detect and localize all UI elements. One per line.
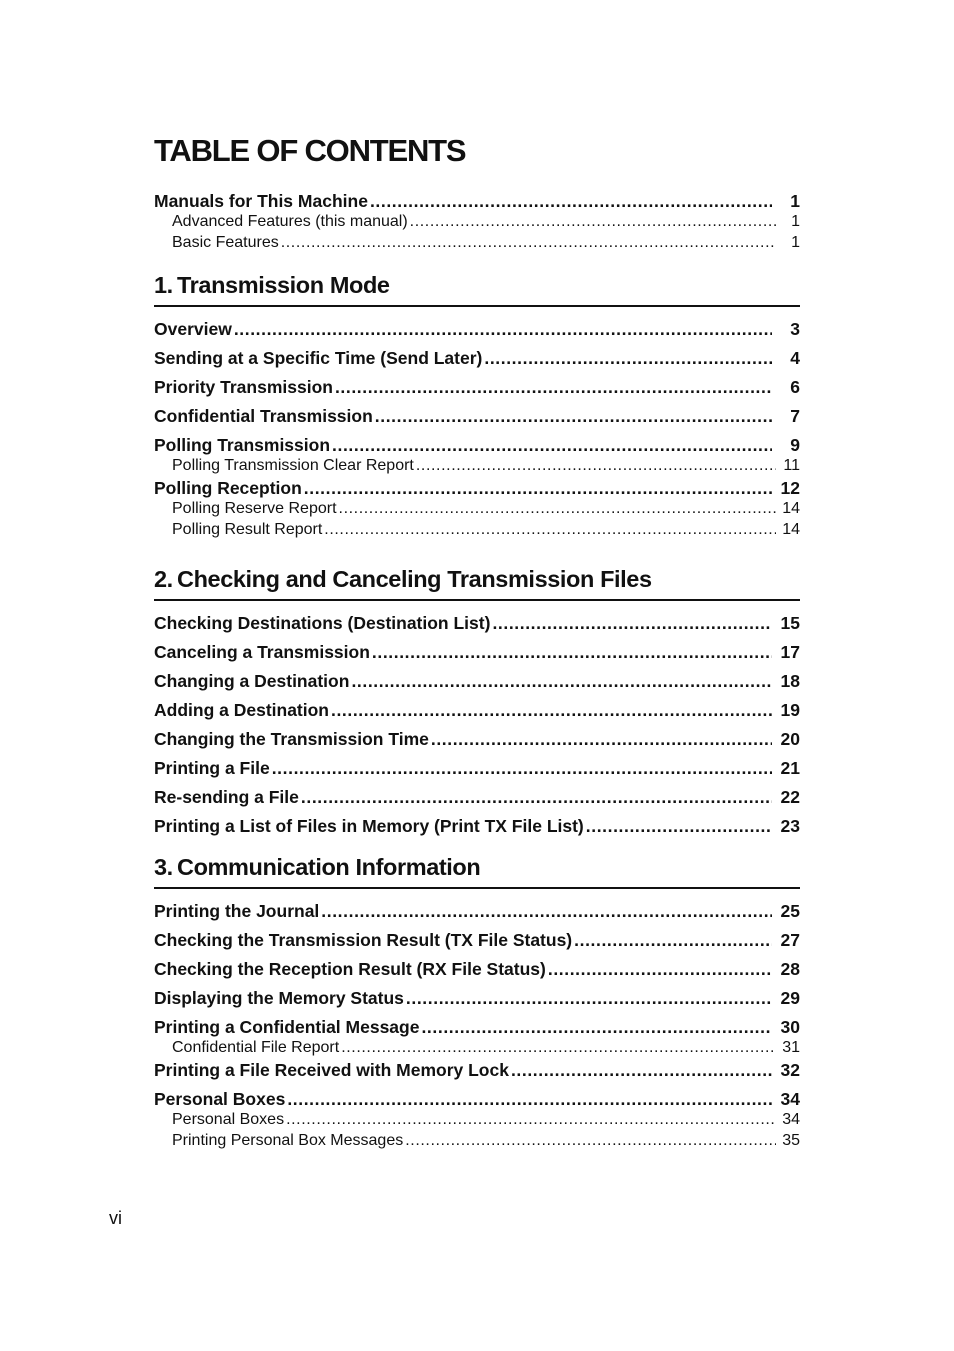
- dot-leader: [335, 376, 772, 398]
- entry-page-number: 7: [790, 406, 800, 426]
- toc-entry[interactable]: [154, 699, 800, 728]
- entry-label: Adding a Destination: [154, 700, 329, 720]
- toc-entry[interactable]: [154, 376, 800, 405]
- entry-label: Checking the Reception Result (RX File Status): [154, 959, 546, 979]
- dot-leader: [406, 987, 772, 1009]
- entry-page-number: 11: [783, 457, 800, 474]
- dot-leader: [511, 1059, 772, 1081]
- toc-subentry[interactable]: [154, 520, 800, 541]
- entry-label: Manuals for This Machine: [154, 191, 368, 211]
- entry-label: Polling Result Report: [172, 521, 323, 538]
- chapter-entries: [154, 318, 800, 541]
- dot-leader: [416, 456, 776, 476]
- dot-leader: [405, 1131, 776, 1151]
- entry-label: Printing the Journal: [154, 901, 320, 921]
- entry-page-number: 20: [780, 729, 800, 749]
- chapter-1-section: [154, 272, 800, 541]
- toc-subentry[interactable]: [154, 233, 800, 254]
- toc-subentry[interactable]: [154, 1038, 800, 1059]
- dot-leader: [431, 728, 772, 750]
- entry-label: Printing a List of Files in Memory (Print TX File List): [154, 816, 584, 836]
- toc-entry[interactable]: [154, 670, 800, 699]
- entry-page-number: 14: [782, 521, 800, 538]
- entry-label: Checking the Transmission Result (TX File Status): [154, 930, 573, 950]
- entry-page-number: 3: [790, 319, 800, 339]
- entry-page-number: 4: [790, 348, 800, 368]
- chapter-2-section: [154, 566, 800, 844]
- toc-subentry[interactable]: [154, 456, 800, 477]
- entry-label: Printing a File: [154, 758, 270, 778]
- dot-leader: [301, 786, 772, 808]
- chapter-heading[interactable]: [154, 854, 800, 886]
- entry-label: Changing a Destination: [154, 671, 350, 691]
- dot-leader: [574, 929, 772, 951]
- dot-leader: [321, 900, 772, 922]
- entry-page-number: 30: [780, 1017, 800, 1037]
- entry-label: Polling Reception: [154, 478, 302, 498]
- dot-leader: [286, 1110, 776, 1130]
- chapter-rule: [154, 305, 800, 307]
- dot-leader: [421, 1016, 772, 1038]
- chapter-3-section: [154, 854, 800, 1152]
- toc-entry[interactable]: [154, 929, 800, 958]
- toc-entry[interactable]: [154, 815, 800, 844]
- entry-page-number: 28: [780, 959, 800, 979]
- toc-entry[interactable]: [154, 786, 800, 815]
- entry-page-number: 34: [780, 1089, 800, 1109]
- dot-leader: [324, 520, 776, 540]
- toc-subentry[interactable]: [154, 212, 800, 233]
- dot-leader: [372, 641, 772, 663]
- entry-label: Checking Destinations (Destination List): [154, 613, 491, 633]
- chapter-entries: [154, 900, 800, 1152]
- entry-page-number: 23: [780, 816, 800, 836]
- chapter-heading[interactable]: [154, 272, 800, 304]
- entry-label: Sending at a Specific Time (Send Later): [154, 348, 483, 368]
- entry-page-number: 32: [780, 1060, 800, 1080]
- entry-label: Basic Features: [172, 234, 279, 251]
- entry-label: Changing the Transmission Time: [154, 729, 429, 749]
- entry-page-number: 1: [790, 191, 800, 211]
- entry-label: Personal Boxes: [154, 1089, 286, 1109]
- chapter-number: 1.: [154, 272, 173, 298]
- entry-page-number: 6: [790, 377, 800, 397]
- entry-page-number: 29: [780, 988, 800, 1008]
- dot-leader: [281, 233, 776, 253]
- entry-page-number: 19: [780, 700, 800, 720]
- chapter-title: Transmission Mode: [177, 272, 390, 298]
- toc-entry[interactable]: [154, 477, 800, 499]
- chapter-title: Checking and Canceling Transmission Files: [177, 566, 652, 592]
- entry-label: Priority Transmission: [154, 377, 333, 397]
- dot-leader: [375, 405, 772, 427]
- dot-leader: [351, 670, 772, 692]
- toc-entry[interactable]: [154, 757, 800, 786]
- toc-entry[interactable]: [154, 318, 800, 347]
- toc-entry[interactable]: [154, 641, 800, 670]
- entry-label: Polling Transmission: [154, 435, 331, 455]
- dot-leader: [331, 699, 772, 721]
- toc-entry[interactable]: [154, 190, 800, 212]
- toc-entry[interactable]: [154, 434, 800, 456]
- entry-label: Printing Personal Box Messages: [172, 1132, 404, 1149]
- intro-section: [154, 190, 800, 254]
- dot-leader: [492, 612, 772, 634]
- toc-entry[interactable]: [154, 347, 800, 376]
- dot-leader: [586, 815, 772, 837]
- toc-subentry[interactable]: [154, 1131, 800, 1152]
- dot-leader: [548, 958, 772, 980]
- entry-page-number: 35: [782, 1132, 800, 1149]
- dot-leader: [287, 1088, 772, 1110]
- entry-label: Printing a Confidential Message: [154, 1017, 420, 1037]
- entry-page-number: 12: [780, 478, 800, 498]
- toc-entry[interactable]: [154, 987, 800, 1016]
- toc-subentry[interactable]: [154, 1110, 800, 1131]
- toc-entry[interactable]: [154, 405, 800, 434]
- entry-label: Personal Boxes: [172, 1111, 285, 1128]
- chapter-number: 2.: [154, 566, 173, 592]
- entry-label: Polling Reserve Report: [172, 500, 337, 517]
- entry-page-number: 31: [782, 1039, 800, 1056]
- chapter-title: Communication Information: [177, 854, 481, 880]
- toc-entry[interactable]: [154, 1016, 800, 1038]
- dot-leader: [304, 477, 772, 499]
- dot-leader: [341, 1038, 776, 1058]
- entry-label: Overview: [154, 319, 232, 339]
- entry-page-number: 1: [791, 213, 800, 230]
- entry-page-number: 34: [782, 1111, 800, 1128]
- toc-entry[interactable]: [154, 728, 800, 757]
- toc-entry[interactable]: [154, 958, 800, 987]
- entry-page-number: 27: [780, 930, 800, 950]
- page-number: vi: [109, 1208, 122, 1228]
- toc-subentry[interactable]: [154, 499, 800, 520]
- entry-page-number: 15: [780, 613, 800, 633]
- entry-page-number: 14: [782, 500, 800, 517]
- chapter-entries: [154, 612, 800, 844]
- entry-label: Displaying the Memory Status: [154, 988, 404, 1008]
- dot-leader: [370, 190, 772, 212]
- entry-label: Confidential File Report: [172, 1039, 340, 1056]
- entry-label: Printing a File Received with Memory Lock: [154, 1060, 509, 1080]
- entry-label: Canceling a Transmission: [154, 642, 370, 662]
- dot-leader: [234, 318, 772, 340]
- toc-entry[interactable]: [154, 1059, 800, 1088]
- entry-label: Confidential Transmission: [154, 406, 373, 426]
- dot-leader: [410, 212, 776, 232]
- toc-entry[interactable]: [154, 612, 800, 641]
- chapter-number: 3.: [154, 854, 173, 880]
- entry-page-number: 9: [790, 435, 800, 455]
- dot-leader: [339, 499, 776, 519]
- entry-page-number: 25: [780, 901, 800, 921]
- dot-leader: [484, 347, 772, 369]
- entry-label: Polling Transmission Clear Report: [172, 457, 414, 474]
- entry-page-number: 21: [780, 758, 800, 778]
- entry-page-number: 18: [780, 671, 800, 691]
- entry-label: Advanced Features (this manual): [172, 213, 408, 230]
- dot-leader: [332, 434, 772, 456]
- toc-entry[interactable]: [154, 900, 800, 929]
- entry-label: Re-sending a File: [154, 787, 299, 807]
- entry-page-number: 17: [780, 642, 800, 662]
- chapter-heading[interactable]: [154, 566, 800, 598]
- page-title: TABLE OF CONTENTS: [154, 133, 466, 168]
- entry-page-number: 1: [791, 234, 800, 251]
- dot-leader: [272, 757, 772, 779]
- chapter-rule: [154, 887, 800, 889]
- chapter-rule: [154, 599, 800, 601]
- toc-entry[interactable]: [154, 1088, 800, 1110]
- entry-page-number: 22: [780, 787, 800, 807]
